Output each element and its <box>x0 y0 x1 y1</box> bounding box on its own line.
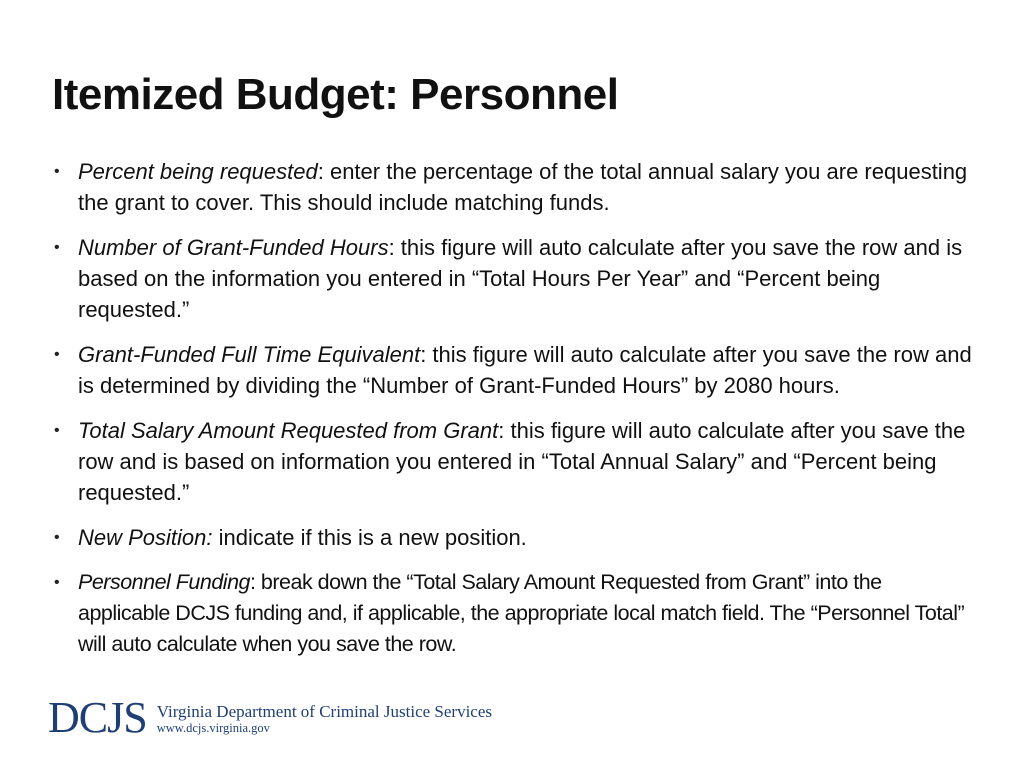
bullet-text: : enter the percentage of the total annual salary you are requesting the grant to cover. This should include matching funds. <box>78 159 968 215</box>
department-name: Virginia Department of Criminal Justice Services <box>156 702 492 721</box>
department-url: www.dcjs.virginia.gov <box>156 721 270 735</box>
bullet-text: : this figure will auto calculate after you save the row and is determined by dividing the “Number of Grant-Funded Hours” by 2080 hours. <box>78 342 972 398</box>
dcjs-logo-text <box>157 700 492 736</box>
bullet-marker: • <box>54 346 60 363</box>
bullet-marker: • <box>54 574 60 591</box>
dcjs-logo-mark: DCJS <box>48 693 147 742</box>
bullet-list <box>52 156 977 660</box>
dcjs-logo <box>48 693 492 742</box>
bullet-text: : this figure will auto calculate after you save the row and is based on the information you entered in “Total Hours Per Year” and “Percent being requested.” <box>78 235 963 322</box>
bullet-text: : break down the “Total Salary Amount Requested from Grant” into the applicable DCJS funding and, if applicable, the appropriate local match field. The “Personnel Total” will auto calculate when you save the row. <box>78 570 965 656</box>
bullet-text: : this figure will auto calculate after you save the row and is based on information you entered in “Total Annual Salary” and “Percent being requested.” <box>78 418 966 505</box>
bullet-term: Percent being requested <box>78 159 318 184</box>
bullet-marker: • <box>54 163 60 180</box>
bullet-term: Grant-Funded Full Time Equivalent <box>78 342 421 367</box>
bullet-marker: • <box>54 529 60 546</box>
bullet-marker: • <box>54 422 60 439</box>
bullet-personnel-funding <box>52 567 977 660</box>
bullet-full-time-equivalent <box>52 339 977 401</box>
bullet-text: indicate if this is a new position. <box>212 525 527 550</box>
bullet-new-position <box>52 522 977 553</box>
slide-title: Itemized Budget: Personnel <box>52 70 619 119</box>
bullet-term: New Position: <box>78 525 213 550</box>
bullet-term: Total Salary Amount Requested from Grant <box>78 418 499 443</box>
bullet-percent-requested <box>52 156 977 218</box>
bullet-term: Number of Grant-Funded Hours <box>78 235 389 260</box>
bullet-marker: • <box>54 239 60 256</box>
bullet-total-salary-requested <box>52 415 977 508</box>
bullet-term: Personnel Funding <box>78 570 250 594</box>
bullet-grant-funded-hours <box>52 232 977 325</box>
